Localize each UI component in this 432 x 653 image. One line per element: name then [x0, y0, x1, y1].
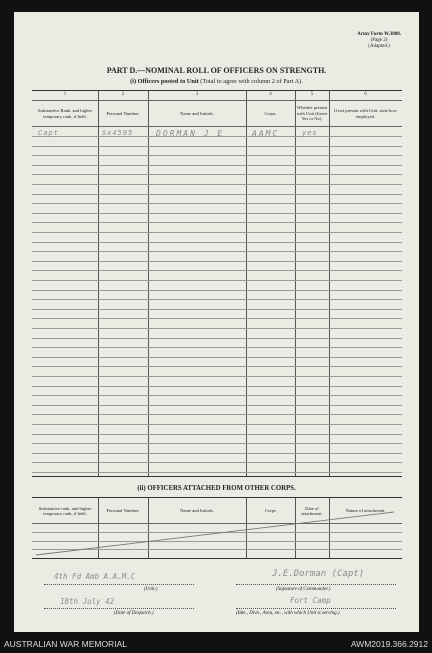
form-name: Army Form W.3008.	[357, 32, 401, 37]
col-number-5: 5	[310, 92, 314, 97]
ruled-line	[32, 213, 402, 214]
commander-line	[236, 584, 396, 585]
ruled-line	[32, 462, 402, 463]
ruled-line	[32, 184, 402, 185]
ruled-line	[32, 434, 402, 435]
form-number	[357, 32, 401, 50]
section1-prefix: (i) Officers posted to Unit	[130, 78, 199, 85]
entry-present: yes	[302, 129, 318, 137]
ruled-line	[32, 328, 402, 329]
col-number-4: 4	[269, 92, 272, 97]
ruled-line	[32, 174, 402, 175]
part-title: PART D.—NOMINAL ROLL OF OFFICERS ON STRENGTH.	[106, 66, 327, 75]
ruled-line	[32, 242, 402, 243]
form-page-number: (Page 2)	[370, 38, 388, 43]
ruled-line	[32, 357, 402, 358]
col-number-1: 1	[63, 92, 67, 97]
header2-rank: Substantive rank, and higher temporary rank, if held.	[38, 505, 92, 516]
entry-corps: AAMC	[252, 129, 280, 138]
date-label: (Date of Despatch.)	[114, 611, 154, 616]
ruled-line	[32, 299, 402, 300]
section2-title: (ii) OFFICERS ATTACHED FROM OTHER CORPS.	[137, 485, 296, 492]
entry-rank: Capt	[38, 129, 59, 137]
header-name: Name and Initials.	[180, 110, 214, 116]
date-line	[44, 608, 194, 609]
unit-label: (Unit.)	[144, 587, 158, 592]
commander-signature: J.E.Dorman (Capt)	[272, 569, 365, 579]
unit-value: 4th Fd Amb A.A.M.C	[54, 572, 136, 581]
section1-suffix: (Total to agree with column 2 of Part A).	[200, 78, 303, 85]
col-number-2: 2	[121, 92, 125, 97]
ruled-line	[32, 472, 402, 473]
location-value: Fort Camp	[290, 596, 331, 605]
header2-personal-number: Personal Number.	[106, 508, 140, 514]
officers-table	[32, 90, 402, 477]
section1-title	[14, 78, 419, 85]
ruled-line	[32, 309, 402, 310]
ruled-line	[32, 251, 402, 252]
ruled-line	[32, 405, 402, 406]
header-employed: If not present with Unit, state how employed.	[334, 108, 397, 119]
ruled-line	[32, 424, 402, 425]
unit-line	[44, 584, 194, 585]
footer-left: AUSTRALIAN WAR MEMORIAL	[4, 639, 127, 649]
ruled-line	[32, 347, 402, 348]
ruled-line	[32, 443, 402, 444]
cross-out-line	[32, 498, 402, 558]
header2-nature: Nature of attachment.	[345, 508, 386, 514]
header2-corps: Corps	[265, 508, 276, 514]
entry-personal-number: Sx4595	[102, 129, 134, 137]
ruled-line	[32, 453, 402, 454]
header2-name: Name and Initials.	[180, 508, 214, 514]
form-page	[14, 12, 419, 632]
ruled-line	[32, 338, 402, 339]
commander-label: (Signature of Commander.)	[276, 587, 331, 592]
ruled-line	[32, 232, 402, 233]
header-personal-number: Personal Number.	[106, 110, 140, 116]
date-value: 18th July 42	[60, 597, 115, 606]
ruled-line	[32, 222, 402, 223]
ruled-line	[32, 194, 402, 195]
ruled-line	[32, 146, 402, 147]
ruled-line	[32, 414, 402, 415]
header2-date: Date of attachment.	[301, 505, 323, 516]
ruled-line	[32, 290, 402, 291]
col-number-3: 3	[195, 92, 199, 97]
ruled-line	[32, 386, 402, 387]
attached-table	[32, 497, 402, 559]
ruled-line	[32, 261, 402, 262]
form-adapted: (Adapted.)	[368, 44, 390, 49]
header-corps: Corps.	[264, 110, 277, 116]
ruled-line	[32, 155, 402, 156]
location-label: (Bde., Divn., Area, etc., with which Unit is serving.)	[236, 611, 340, 616]
ruled-line	[32, 270, 402, 271]
ruled-line	[32, 280, 402, 281]
ruled-line	[32, 376, 402, 377]
header-present: Whether present with Unit (Insert Yes or No).	[296, 105, 328, 122]
location-line	[236, 608, 396, 609]
ruled-line	[32, 318, 402, 319]
ruled-line	[32, 203, 402, 204]
footer-right: AWM2019.366.2912	[350, 639, 428, 649]
col-number-6: 6	[364, 92, 367, 97]
entry-name: DORMAN J E	[156, 129, 225, 138]
ruled-line	[32, 395, 402, 396]
ruled-line	[32, 366, 402, 367]
ruled-line	[32, 165, 402, 166]
header-rank: Substantive Rank, and higher temporary rank, if held.	[37, 108, 93, 119]
